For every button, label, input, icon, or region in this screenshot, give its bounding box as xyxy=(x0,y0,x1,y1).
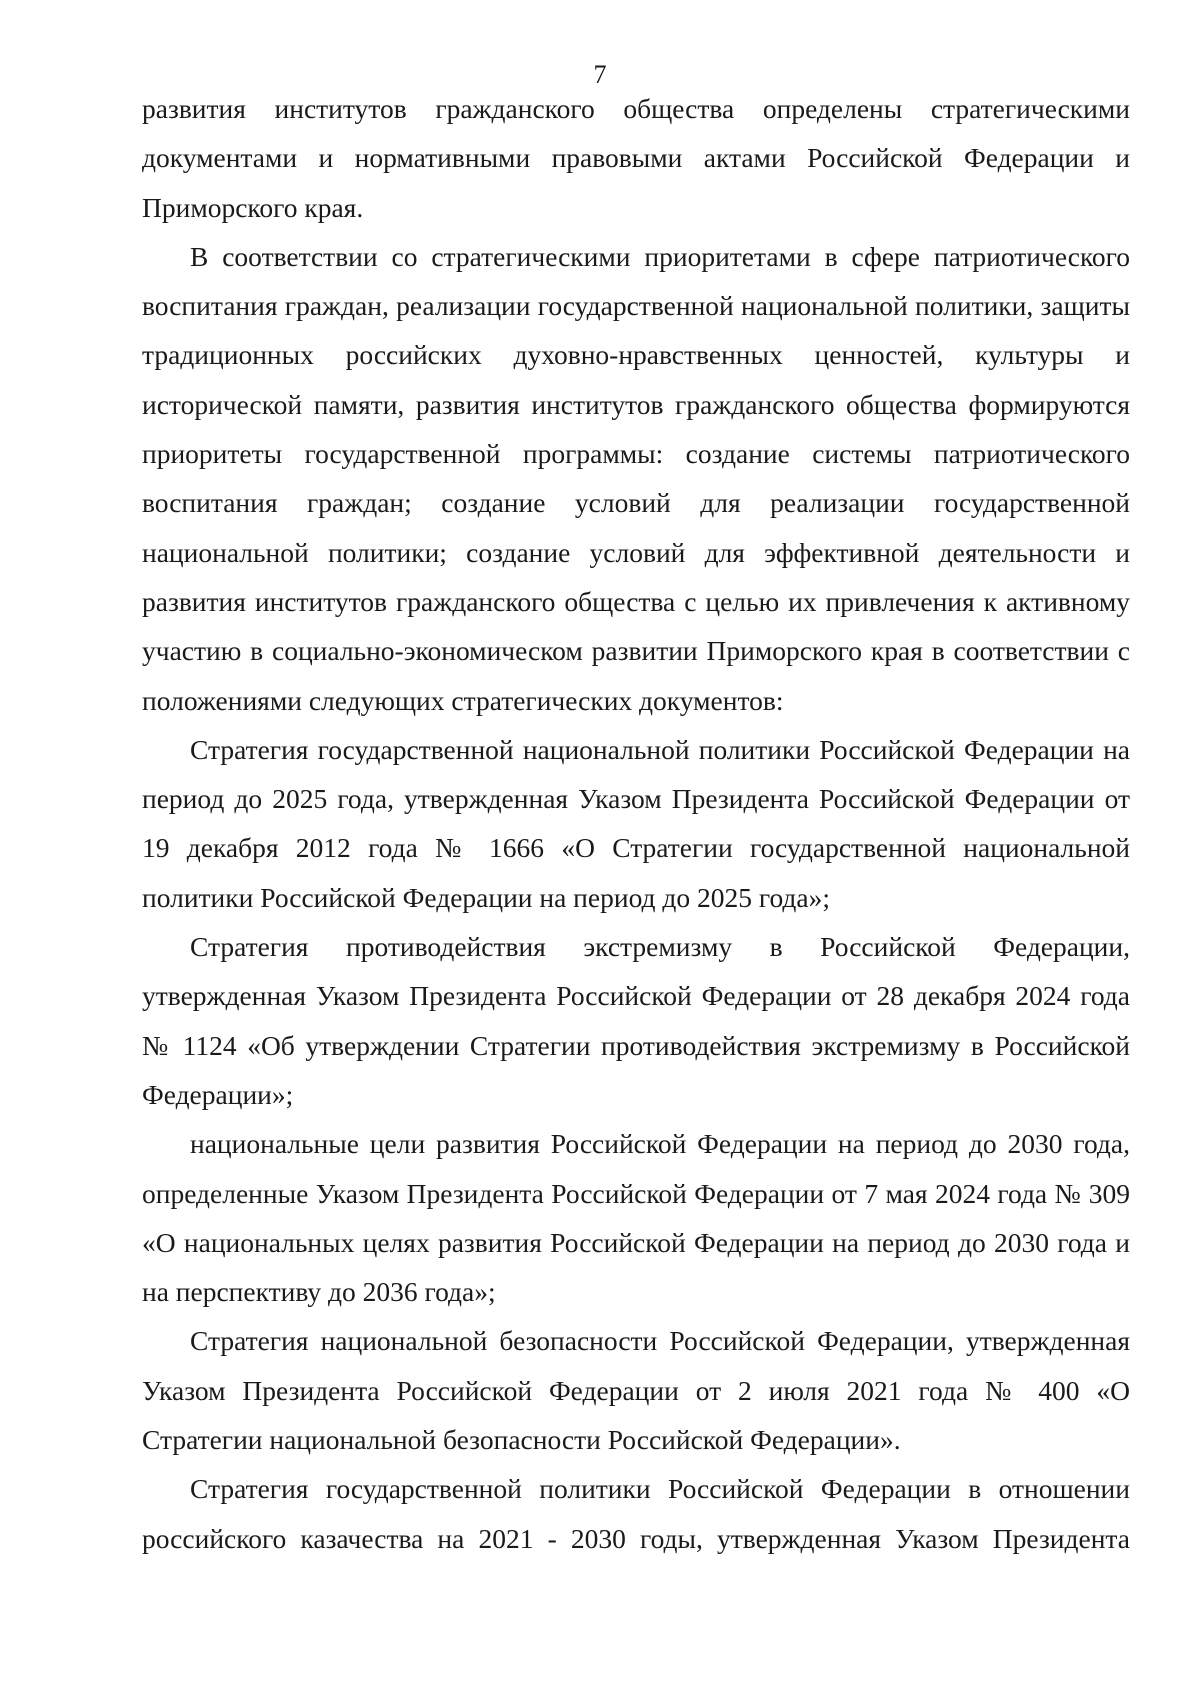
paragraph-extremism-strategy: Стратегия противодействия экстремизму в Российской Федерации, утвержденная Указом Президента Российской Федерации от 28 декабря 2024 года № 1124 «Об утверждении Стратегии противодействия экстремизму в Российской Федерации»; xyxy=(142,931,1130,1110)
page-number: 7 xyxy=(593,60,607,89)
paragraph-priorities: В соответствии со стратегическими приоритетами в сфере патриотического воспитания граждан, реализации государственной национальной политики, защиты традиционных российских духовно-нравственных ценностей, культуры и исторической памяти, развития институтов гражданского общества формируются приоритеты государственной программы: создание системы патриотического воспитания граждан; создание условий для реализации государственной национальной политики; создание условий для эффективной деятельности и развития институтов гражданского общества с целью их привлечения к активному участию в социально-экономическом развитии Приморского края в соответствии с положениями следующих стратегических документов: xyxy=(142,240,1130,716)
paragraph-national-goals: национальные цели развития Российской Федерации на период до 2030 года, определенные Указом Президента Российской Федерации от 7 мая 2024 года № 309 «О национальных целях развития Российской Федерации на период до 2030 года и на перспективу до 2036 года»; xyxy=(142,1128,1130,1308)
paragraph-cossack-strategy: Стратегия государственной политики Российской Федерации в отношении российского казачества на 2021 - 2030 годы, утвержденная Указом Президента xyxy=(142,1473,1130,1554)
paragraph-continuation: развития институтов гражданского общества определены стратегическими документами и нормативными правовыми актами Российской Федерации и Приморского края. xyxy=(142,93,1130,223)
paragraph-security-strategy: Стратегия национальной безопасности Российской Федерации, утвержденная Указом Президента Российской Федерации от 2 июля 2021 года № 400 «О Стратегии национальной безопасности Российской Федерации». xyxy=(142,1325,1130,1456)
paragraph-national-policy-strategy: Стратегия государственной национальной политики Российской Федерации на период до 2025 года, утвержденная Указом Президента Российской Федерации от 19 декабря 2012 года № 1666 «О Стратегии государственной национальной политики Российской Федерации на период до 2025 года»; xyxy=(142,733,1130,913)
document-body xyxy=(142,84,1130,1563)
